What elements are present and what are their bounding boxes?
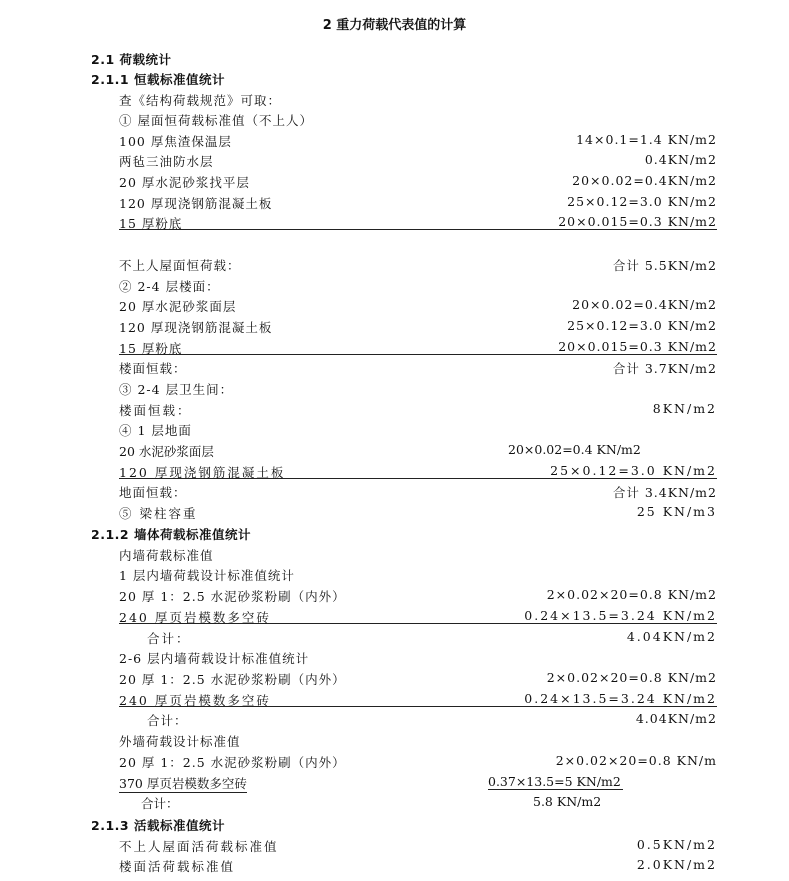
list-item-underlined (119, 339, 717, 355)
item-label: 15 厚粉底 (119, 216, 183, 231)
inner26-heading-text: 2-6 层内墙荷载设计标准值统计 (119, 651, 310, 666)
list-item (119, 857, 717, 877)
total-label: 楼面恒载： (119, 361, 187, 376)
total-label: 合计： (147, 631, 191, 646)
item-value: 0.24×13.5=3.24 KN/m2 (524, 691, 717, 706)
total-value: 合计 3.4KN/m2 (612, 485, 717, 500)
list-item (119, 774, 717, 794)
roof-heading (119, 111, 717, 131)
item-value: 0.37×13.5=5 KN/m2 (488, 774, 621, 789)
inner26-total (119, 711, 717, 731)
beam-density (119, 504, 717, 524)
item-value: 25×0.12=3.0 KN/m2 (550, 463, 717, 478)
list-item-underlined (119, 463, 717, 479)
reference-text: 查《结构荷载规范》可取： (119, 93, 282, 108)
item-label: 不上人屋面活荷载标准值 (119, 839, 279, 854)
inner1-heading (119, 566, 717, 586)
inner1-heading-text: 1 层内墙荷载设计标准值统计 (119, 568, 295, 583)
list-item (119, 194, 717, 214)
floor-total (119, 359, 717, 379)
total-value: 合计 5.5KN/m2 (612, 258, 717, 273)
item-label: 240 厚页岩模数多空砖 (119, 610, 271, 625)
wc-heading (119, 380, 717, 400)
floor-heading-text: ② 2-4 层楼面： (119, 279, 220, 294)
list-item (119, 297, 717, 317)
list-item (119, 152, 717, 172)
item-value: 2.0KN/m2 (636, 857, 717, 872)
item-label: ⑤ 梁柱容重 (119, 506, 198, 521)
list-item (119, 318, 717, 338)
item-label: 20 厚 1：2.5 水泥砂浆粉刷（内外） (119, 589, 346, 604)
inner26-heading (119, 649, 717, 669)
list-item (119, 173, 717, 193)
outer-wall-heading-text: 外墙荷载设计标准值 (119, 734, 241, 749)
outer-total (119, 794, 717, 814)
section-2-1-1-heading: 2.1.1 恒载标准值统计 (91, 72, 225, 87)
inner-wall-heading (119, 546, 717, 566)
total-label: 楼面恒载： (119, 403, 192, 418)
item-value: 0.5KN/m2 (636, 837, 717, 852)
item-label: 120 厚现浇钢筋混凝土板 (119, 465, 286, 480)
item-label: 15 厚粉底 (119, 341, 183, 356)
inner-wall-heading-text: 内墙荷载标准值 (119, 548, 214, 563)
section-2-1-heading: 2.1 荷载统计 (91, 52, 172, 67)
item-value: 20×0.02=0.4 KN/m2 (508, 442, 641, 457)
wc-heading-text: ③ 2-4 层卫生间： (119, 382, 234, 397)
list-item (119, 587, 717, 607)
list-item (119, 132, 717, 152)
item-label: 20 厚水泥砂浆找平层 (119, 175, 250, 190)
ground-total (119, 483, 717, 503)
item-value: 20×0.015=0.3 KN/m2 (558, 339, 717, 354)
item-label: 楼面活荷载标准值 (119, 859, 236, 874)
item-label: 20 厚水泥砂浆面层 (119, 299, 237, 314)
item-value: 2×0.02×20=0.8 KN/m (555, 753, 717, 768)
item-value: 2×0.02×20=0.8 KN/m2 (546, 670, 717, 685)
item-label: 370 厚页岩模数多空砖 (119, 776, 247, 791)
item-value: 20×0.015=0.3 KN/m2 (558, 214, 717, 229)
item-value: 0.24×13.5=3.24 KN/m2 (524, 608, 717, 623)
item-label: 20 厚 1：2.5 水泥砂浆粉刷（内外） (119, 755, 346, 770)
list-item (119, 753, 717, 773)
list-item-underlined (119, 608, 717, 624)
list-item (119, 670, 717, 690)
item-label: 两毡三油防水层 (119, 154, 214, 169)
item-label: 120 厚现浇钢筋混凝土板 (119, 320, 273, 335)
inner1-total (119, 629, 717, 649)
item-label: 20 厚 1：2.5 水泥砂浆粉刷（内外） (119, 672, 346, 687)
reference-line (119, 91, 717, 111)
total-label: 合计： (141, 796, 179, 811)
total-value: 合计 3.7KN/m2 (612, 361, 717, 376)
section-2-1-2-heading: 2.1.2 墙体荷载标准值统计 (91, 527, 251, 542)
item-value: 14×0.1=1.4 KN/m2 (576, 132, 717, 147)
list-item-underlined (119, 691, 717, 707)
item-label: 20 水泥砂浆面层 (119, 444, 214, 459)
total-value: 5.8 KN/m2 (533, 794, 602, 809)
ground-heading (119, 421, 717, 441)
item-label: 120 厚现浇钢筋混凝土板 (119, 196, 273, 211)
item-label: 240 厚页岩模数多空砖 (119, 693, 271, 708)
total-value: 4.04KN/m2 (626, 629, 717, 644)
item-label: 100 厚焦渣保温层 (119, 134, 232, 149)
total-value: 4.04KN/m2 (635, 711, 717, 726)
list-item (119, 837, 717, 857)
item-value: 25×0.12=3.0 KN/m2 (567, 194, 717, 209)
floor-heading (119, 277, 717, 297)
total-label: 地面恒载： (119, 485, 187, 500)
item-value: 20×0.02=0.4KN/m2 (572, 173, 717, 188)
item-value: 0.4KN/m2 (644, 152, 717, 167)
ground-heading-text: ④ 1 层地面 (119, 423, 192, 438)
list-item (119, 442, 717, 462)
roof-heading-text: ① 屋面恒荷载标准值（不上人） (119, 113, 313, 128)
item-value: 25×0.12=3.0 KN/m2 (567, 318, 717, 333)
item-value: 25 KN/m3 (636, 504, 717, 519)
outer-wall-heading (119, 732, 717, 752)
list-item-underlined (119, 214, 717, 230)
page-title: 2 重力荷载代表值的计算 (322, 18, 467, 33)
total-label: 合计： (147, 713, 188, 728)
item-value: 2×0.02×20=0.8 KN/m2 (546, 587, 717, 602)
total-label: 不上人屋面恒荷载： (119, 258, 241, 273)
section-2-1-3-heading: 2.1.3 活载标准值统计 (91, 818, 225, 833)
total-value: 8KN/m2 (652, 401, 717, 416)
item-value: 20×0.02=0.4KN/m2 (572, 297, 717, 312)
roof-total (119, 256, 717, 276)
wc-total (119, 401, 717, 421)
